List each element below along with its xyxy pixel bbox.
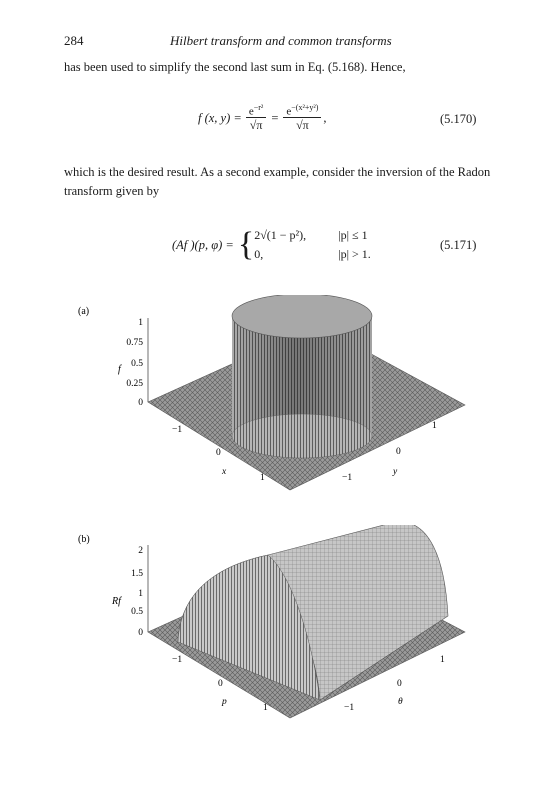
eq2-lhs: (Af )(p, φ) = <box>172 237 234 252</box>
fig-b-theta-tick: −1 <box>344 703 355 713</box>
figure-a-cylinder-plot <box>0 295 548 505</box>
paragraph-2: which is the desired result. As a second example, consider the inversion of the Radon transform given by <box>64 165 491 198</box>
fig-b-z-tick: 2 <box>138 546 143 556</box>
eq2-case2-value: 0, <box>254 247 264 261</box>
fig-b-z-tick: 1 <box>138 589 143 599</box>
fig-a-z-tick: 0.5 <box>131 359 143 369</box>
eq2-case1-value: 2√(1 − p²), <box>254 228 307 242</box>
page-number: 284 <box>64 33 84 48</box>
eq1-frac2-exponent: −(x²+y²) <box>291 102 319 112</box>
fig-b-rf-label: Rf <box>112 596 121 607</box>
fig-a-z-tick: 1 <box>138 318 143 328</box>
fig-b-z-tick: 0.5 <box>131 607 143 617</box>
panel-label-b: (b) <box>78 534 90 545</box>
eq1-trailing-comma: , <box>323 110 327 125</box>
eq1-equals: = <box>271 110 279 125</box>
fig-b-p-tick: −1 <box>172 655 183 665</box>
figure-b-half-cylinder-plot <box>0 525 548 725</box>
fig-a-y-tick: 0 <box>396 447 401 457</box>
fig-a-y-tick: 1 <box>432 421 437 431</box>
eq1-frac1-exponent: −r² <box>253 102 264 112</box>
fig-a-z-tick: 0.25 <box>126 379 143 389</box>
eq1-frac1-numerator: e <box>248 105 254 118</box>
fig-a-z-tick: 0.75 <box>126 338 143 348</box>
eq1-frac2-numerator: e <box>286 105 292 118</box>
panel-label-a: (a) <box>78 306 90 317</box>
fig-a-y-tick: −1 <box>342 473 353 483</box>
fig-a-y-label: y <box>393 467 398 477</box>
fig-a-x-tick: −1 <box>172 425 183 435</box>
eq1-lhs: f (x, y) = <box>198 110 242 125</box>
fig-b-p-label: p <box>222 697 227 707</box>
fig-b-theta-label: θ <box>398 697 403 707</box>
fig-a-f-label: f <box>118 364 121 375</box>
fig-b-theta-tick: 0 <box>397 679 402 689</box>
eq1-frac2-denominator: √π <box>296 118 309 133</box>
running-title: Hilbert transform and common transforms <box>170 33 392 48</box>
fig-a-z-tick: 0 <box>138 398 143 408</box>
fig-a-x-label: x <box>222 467 227 477</box>
eq2-case2-condition: |p| > 1. <box>338 247 371 261</box>
equation-number-5-171: (5.171) <box>440 238 477 252</box>
eq1-fraction-2 <box>283 103 321 134</box>
equation-5-170 <box>198 98 327 138</box>
eq2-case1-condition: |p| ≤ 1 <box>338 228 368 242</box>
fig-b-z-tick: 1.5 <box>131 569 143 579</box>
fig-a-x-tick: 1 <box>260 473 265 483</box>
fig-b-theta-tick: 1 <box>440 655 445 665</box>
eq1-frac1-denominator: √π <box>249 118 263 133</box>
equation-number-5-170: (5.170) <box>440 112 477 126</box>
fig-b-z-tick: 0 <box>138 628 143 638</box>
fig-b-p-tick: 0 <box>218 679 223 689</box>
fig-b-p-tick: 1 <box>263 703 268 713</box>
fig-a-cylinder-top <box>232 295 372 338</box>
fig-a-x-tick: 0 <box>216 448 221 458</box>
eq2-cases <box>254 226 371 264</box>
fig-a-cylinder-bottom <box>232 414 372 458</box>
eq2-left-brace: { <box>237 226 255 263</box>
eq1-fraction-1 <box>246 103 266 134</box>
paragraph-1: has been used to simplify the second last sum in Eq. (5.168). Hence, <box>64 60 406 74</box>
equation-5-171 <box>172 224 371 266</box>
